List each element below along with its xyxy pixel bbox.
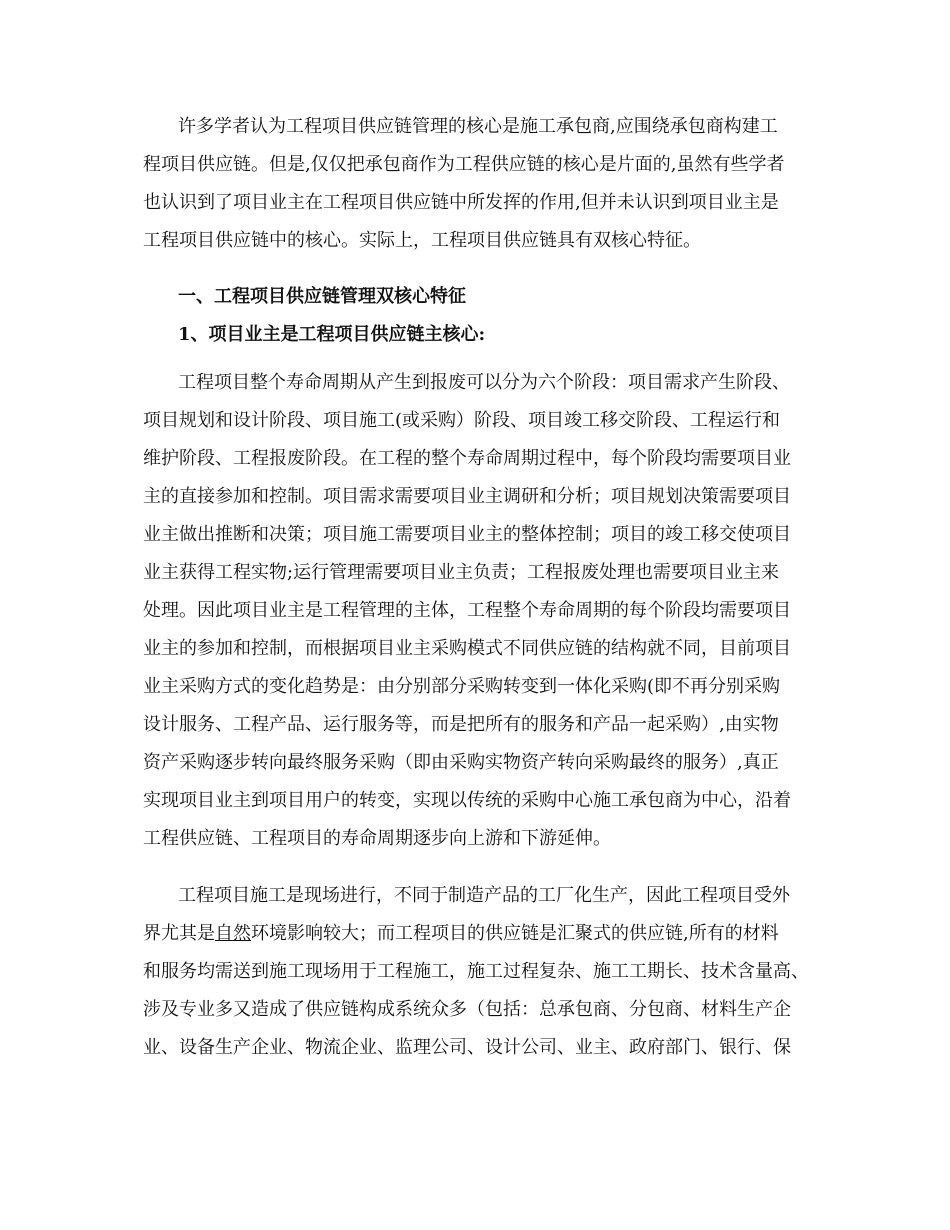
site-line: 和服务均需送到施工现场用于工程施工，施工过程复杂、施工工期长、技术含量高、 — [143, 961, 809, 982]
lifecycle-line: 处理。因此项目业主是工程管理的主体，工程整个寿命周期的每个阶段均需要项目 — [143, 600, 791, 621]
lifecycle-line: 业主采购方式的变化趋势是：由分别部分采购转变到一体化采购(即不再分别采购 — [143, 676, 781, 697]
underlined-term: 自然 — [215, 923, 251, 944]
site-line — [143, 922, 779, 946]
lifecycle-line: 工程供应链、工程项目的寿命周期逐步向上游和下游延伸。 — [143, 828, 611, 849]
lifecycle-line: 维护阶段、工程报废阶段。在工程的整个寿命周期过程中，每个阶段均需要项目业 — [143, 448, 791, 469]
intro-line: 许多学者认为工程项目供应链管理的核心是施工承包商,应围绕承包商构建工 — [178, 116, 778, 137]
intro-line: 也认识到了项目业主在工程项目供应链中所发挥的作用,但并未认识到项目业主是 — [143, 192, 779, 213]
site-text: 环境影响较大；而工程项目的供应链是汇聚式的供应链,所有的材料 — [251, 923, 779, 944]
site-line: 业、设备生产企业、物流企业、监理公司、设计公司、业主、政府部门、银行、保 — [143, 1037, 791, 1058]
intro-line: 程项目供应链。但是,仅仅把承包商作为工程供应链的核心是片面的,虽然有些学者 — [143, 154, 785, 175]
subsection-heading: 1、项目业主是工程项目供应链主核心: — [178, 324, 486, 345]
intro-line: 工程项目供应链中的核心。实际上，工程项目供应链具有双核心特征。 — [143, 230, 701, 251]
lifecycle-line: 实现项目业主到项目用户的转变，实现以传统的采购中心施工承包商为中心，沿着 — [143, 790, 791, 811]
lifecycle-line: 业主的参加和控制，而根据项目业主采购模式不同供应链的结构就不同，目前项目 — [143, 638, 791, 659]
site-line: 工程项目施工是现场进行，不同于制造产品的工厂化生产，因此工程项目受外 — [178, 885, 790, 906]
lifecycle-line: 项目规划和设计阶段、项目施工(或采购）阶段、项目竣工移交阶段、工程运行和 — [143, 410, 781, 431]
section-heading: 一、工程项目供应链管理双核心特征 — [178, 286, 466, 307]
site-line: 涉及专业多又造成了供应链构成系统众多（包括：总承包商、分包商、材料生产企 — [143, 999, 791, 1020]
lifecycle-line: 主的直接参加和控制。项目需求需要项目业主调研和分析；项目规划决策需要项目 — [143, 486, 791, 507]
site-text: 界尤其是 — [143, 923, 215, 944]
lifecycle-line: 业主获得工程实物;运行管理需要项目业主负责；工程报废处理也需要项目业主来 — [143, 562, 780, 583]
lifecycle-line: 工程项目整个寿命周期从产生到报废可以分为六个阶段：项目需求产生阶段、 — [178, 372, 790, 393]
lifecycle-line: 业主做出推断和决策；项目施工需要项目业主的整体控制；项目的竣工移交使项目 — [143, 524, 791, 545]
lifecycle-line: 资产采购逐步转向最终服务采购（即由采购实物资产转向采购最终的服务）,真正 — [143, 752, 779, 773]
lifecycle-line: 设计服务、工程产品、运行服务等，而是把所有的服务和产品一起采购）,由实物 — [143, 714, 779, 735]
